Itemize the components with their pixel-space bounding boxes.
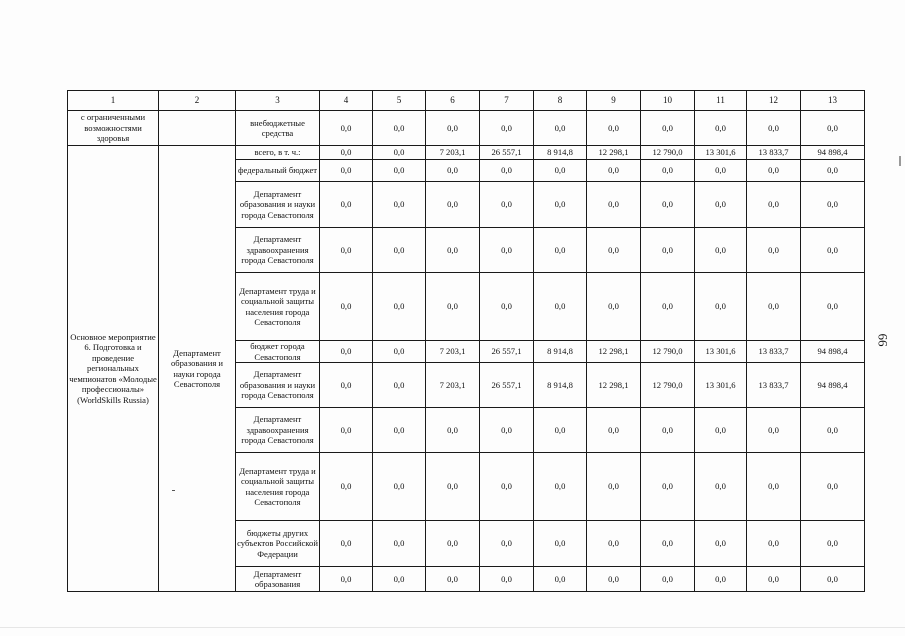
value-cell: 0,0 (587, 273, 641, 341)
table-row (68, 111, 865, 146)
value-cell: 0,0 (801, 408, 865, 453)
value-cell: 0,0 (534, 273, 587, 341)
value-cell: 0,0 (587, 521, 641, 567)
value-cell: 0,0 (480, 408, 534, 453)
value-cell: 0,0 (320, 567, 373, 592)
value-cell: 0,0 (747, 567, 801, 592)
value-cell: 12 298,1 (587, 363, 641, 408)
table-row (68, 146, 865, 160)
value-cell: 94 898,4 (801, 341, 865, 363)
value-cell: 8 914,8 (534, 146, 587, 160)
value-cell: 0,0 (641, 228, 695, 273)
value-cell: 0,0 (801, 521, 865, 567)
value-cell: 0,0 (695, 567, 747, 592)
funding-source-cell: федеральный бюджет (236, 160, 320, 182)
value-cell: 0,0 (747, 160, 801, 182)
funding-source-cell: Департамент образования и науки города Севастополя (236, 182, 320, 228)
value-cell: 0,0 (373, 146, 426, 160)
value-cell: 0,0 (373, 111, 426, 146)
value-cell: 0,0 (587, 408, 641, 453)
value-cell: 7 203,1 (426, 146, 480, 160)
value-cell: 94 898,4 (801, 363, 865, 408)
funding-source-cell: Департамент образования и науки города Севастополя (236, 363, 320, 408)
header-cell: 1 (68, 91, 159, 111)
value-cell: 0,0 (373, 363, 426, 408)
value-cell: 8 914,8 (534, 341, 587, 363)
value-cell: 0,0 (426, 182, 480, 228)
header-cell: 12 (747, 91, 801, 111)
value-cell: 0,0 (695, 521, 747, 567)
value-cell: 0,0 (801, 160, 865, 182)
value-cell: 0,0 (320, 111, 373, 146)
value-cell: 0,0 (534, 111, 587, 146)
value-cell: 0,0 (373, 182, 426, 228)
value-cell: 0,0 (480, 160, 534, 182)
value-cell: 0,0 (695, 408, 747, 453)
header-cell: 3 (236, 91, 320, 111)
value-cell: 8 914,8 (534, 363, 587, 408)
value-cell: 0,0 (426, 567, 480, 592)
value-cell: 0,0 (641, 182, 695, 228)
value-cell: 7 203,1 (426, 341, 480, 363)
value-cell: 0,0 (534, 182, 587, 228)
value-cell: 0,0 (480, 567, 534, 592)
value-cell: 0,0 (426, 521, 480, 567)
value-cell: 0,0 (426, 408, 480, 453)
value-cell: 0,0 (373, 273, 426, 341)
value-cell: 0,0 (587, 160, 641, 182)
value-cell: 13 301,6 (695, 146, 747, 160)
value-cell: 0,0 (480, 182, 534, 228)
value-cell: 0,0 (587, 182, 641, 228)
value-cell: 0,0 (534, 453, 587, 521)
header-row (68, 91, 865, 111)
value-cell: 0,0 (695, 182, 747, 228)
value-cell: 0,0 (480, 521, 534, 567)
value-cell: 0,0 (373, 160, 426, 182)
value-cell: 0,0 (426, 160, 480, 182)
value-cell: 0,0 (534, 160, 587, 182)
value-cell: 0,0 (373, 567, 426, 592)
value-cell: 0,0 (320, 228, 373, 273)
funding-source-cell: Департамент образования (236, 567, 320, 592)
value-cell: 0,0 (747, 111, 801, 146)
value-cell: 26 557,1 (480, 341, 534, 363)
value-cell: 12 790,0 (641, 363, 695, 408)
header-cell: 5 (373, 91, 426, 111)
value-cell: 26 557,1 (480, 146, 534, 160)
value-cell: 0,0 (641, 273, 695, 341)
value-cell: 0,0 (480, 453, 534, 521)
activity-name-cell: Основное мероприятие 6. Подготовка и проведение региональных чемпионатов «Молодые профессионалы» (WorldSkills Russia) (68, 146, 159, 592)
funding-source-cell: бюджеты других субъектов Российской Федерации (236, 521, 320, 567)
value-cell: 0,0 (641, 453, 695, 521)
value-cell: 0,0 (641, 567, 695, 592)
value-cell: 0,0 (480, 273, 534, 341)
value-cell: 0,0 (320, 341, 373, 363)
value-cell: 0,0 (534, 408, 587, 453)
value-cell: 0,0 (320, 182, 373, 228)
executor-cell (159, 111, 236, 146)
scan-bottom-shadow (0, 627, 905, 628)
funding-source-cell: Департамент здравоохранения города Севастополя (236, 408, 320, 453)
value-cell: 0,0 (373, 341, 426, 363)
value-cell: 26 557,1 (480, 363, 534, 408)
value-cell: 0,0 (747, 453, 801, 521)
value-cell: 7 203,1 (426, 363, 480, 408)
value-cell: 0,0 (801, 273, 865, 341)
value-cell: 0,0 (373, 453, 426, 521)
value-cell: 0,0 (747, 408, 801, 453)
value-cell: 12 298,1 (587, 341, 641, 363)
header-cell: 9 (587, 91, 641, 111)
value-cell: 0,0 (534, 521, 587, 567)
value-cell: 0,0 (587, 453, 641, 521)
value-cell: 0,0 (641, 408, 695, 453)
value-cell: 0,0 (373, 521, 426, 567)
value-cell: 0,0 (695, 273, 747, 341)
page-number: 66 (875, 333, 891, 347)
budget-table (67, 90, 865, 592)
scan-dash-mark (172, 490, 175, 491)
value-cell: 0,0 (373, 228, 426, 273)
value-cell: 0,0 (320, 273, 373, 341)
value-cell: 0,0 (480, 228, 534, 273)
header-cell: 7 (480, 91, 534, 111)
value-cell: 0,0 (801, 182, 865, 228)
value-cell: 0,0 (320, 453, 373, 521)
value-cell: 0,0 (320, 408, 373, 453)
value-cell: 0,0 (641, 521, 695, 567)
value-cell: 94 898,4 (801, 146, 865, 160)
funding-source-cell: бюджет города Севастополя (236, 341, 320, 363)
header-cell: 11 (695, 91, 747, 111)
value-cell: 13 833,7 (747, 363, 801, 408)
value-cell: 13 301,6 (695, 341, 747, 363)
executor-cell: Департамент образования и науки города Севастополя (159, 146, 236, 592)
value-cell: 0,0 (695, 160, 747, 182)
value-cell: 0,0 (426, 111, 480, 146)
value-cell: 13 833,7 (747, 341, 801, 363)
value-cell: 0,0 (695, 111, 747, 146)
value-cell: 0,0 (801, 111, 865, 146)
value-cell: 0,0 (747, 521, 801, 567)
value-cell: 0,0 (587, 228, 641, 273)
value-cell: 0,0 (480, 111, 534, 146)
value-cell: 0,0 (426, 453, 480, 521)
header-cell: 4 (320, 91, 373, 111)
value-cell: 12 790,0 (641, 146, 695, 160)
funding-source-cell: внебюджетные средства (236, 111, 320, 146)
funding-source-cell: Департамент труда и социальной защиты населения города Севастополя (236, 273, 320, 341)
value-cell: 0,0 (320, 146, 373, 160)
value-cell: 0,0 (426, 228, 480, 273)
header-cell: 10 (641, 91, 695, 111)
value-cell: 0,0 (534, 567, 587, 592)
value-cell: 0,0 (641, 111, 695, 146)
value-cell: 0,0 (801, 567, 865, 592)
header-cell: 2 (159, 91, 236, 111)
header-cell: 8 (534, 91, 587, 111)
value-cell: 0,0 (747, 228, 801, 273)
value-cell: 0,0 (587, 111, 641, 146)
funding-source-cell: всего, в т. ч.: (236, 146, 320, 160)
value-cell: 12 790,0 (641, 341, 695, 363)
value-cell: 0,0 (320, 363, 373, 408)
scan-edge-mark (899, 156, 901, 166)
value-cell: 0,0 (695, 228, 747, 273)
value-cell: 12 298,1 (587, 146, 641, 160)
value-cell: 0,0 (801, 453, 865, 521)
value-cell: 13 301,6 (695, 363, 747, 408)
value-cell: 13 833,7 (747, 146, 801, 160)
value-cell: 0,0 (426, 273, 480, 341)
value-cell: 0,0 (695, 453, 747, 521)
header-cell: 13 (801, 91, 865, 111)
value-cell: 0,0 (747, 273, 801, 341)
table-body (68, 91, 865, 592)
value-cell: 0,0 (801, 228, 865, 273)
activity-name-cell: с ограниченными возможностями здоровья (68, 111, 159, 146)
value-cell: 0,0 (641, 160, 695, 182)
value-cell: 0,0 (587, 567, 641, 592)
value-cell: 0,0 (534, 228, 587, 273)
header-cell: 6 (426, 91, 480, 111)
value-cell: 0,0 (373, 408, 426, 453)
funding-source-cell: Департамент здравоохранения города Севастополя (236, 228, 320, 273)
value-cell: 0,0 (320, 160, 373, 182)
value-cell: 0,0 (747, 182, 801, 228)
funding-source-cell: Департамент труда и социальной защиты населения города Севастополя (236, 453, 320, 521)
value-cell: 0,0 (320, 521, 373, 567)
